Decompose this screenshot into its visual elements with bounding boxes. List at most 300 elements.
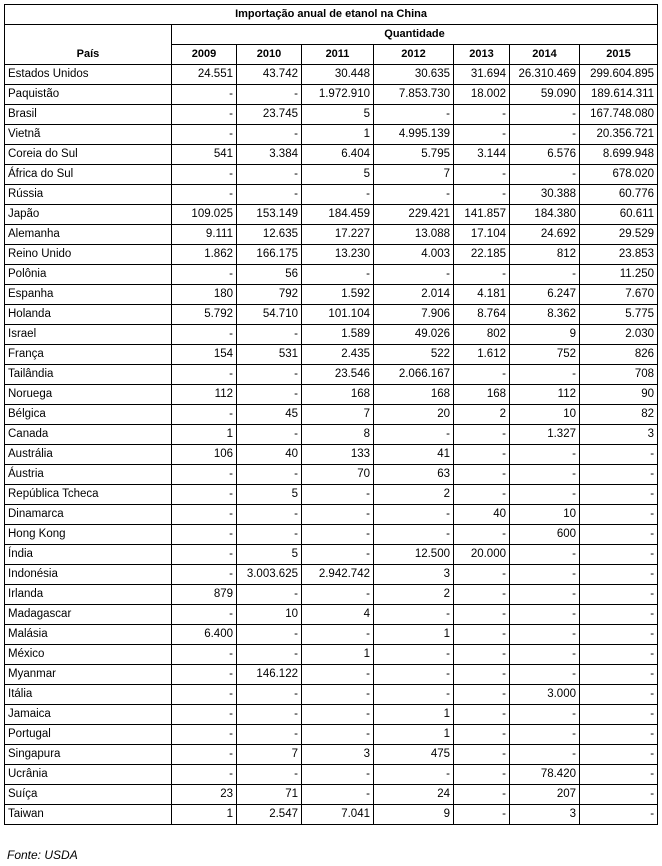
value-cell: 1 bbox=[302, 645, 374, 665]
table-row bbox=[5, 145, 658, 165]
value-cell: - bbox=[237, 185, 302, 205]
year-header: 2012 bbox=[374, 45, 454, 65]
value-cell: 8.764 bbox=[454, 305, 510, 325]
country-cell: Dinamarca bbox=[5, 505, 172, 525]
value-cell: - bbox=[510, 445, 580, 465]
value-cell: 2.547 bbox=[237, 805, 302, 825]
country-cell: Espanha bbox=[5, 285, 172, 305]
value-cell: - bbox=[580, 765, 658, 785]
value-cell: 40 bbox=[454, 505, 510, 525]
country-cell: Indonésia bbox=[5, 565, 172, 585]
value-cell: 9 bbox=[374, 805, 454, 825]
table-row bbox=[5, 445, 658, 465]
value-cell: 24 bbox=[374, 785, 454, 805]
country-column-header: País bbox=[5, 25, 172, 65]
table-row bbox=[5, 805, 658, 825]
value-cell: 13.088 bbox=[374, 225, 454, 245]
value-cell: 10 bbox=[510, 405, 580, 425]
value-cell: - bbox=[237, 685, 302, 705]
value-cell: - bbox=[580, 625, 658, 645]
table-row bbox=[5, 285, 658, 305]
value-cell: 70 bbox=[302, 465, 374, 485]
value-cell: - bbox=[510, 665, 580, 685]
table-row bbox=[5, 645, 658, 665]
value-cell: - bbox=[172, 565, 237, 585]
value-cell: 879 bbox=[172, 585, 237, 605]
value-cell: 9 bbox=[510, 325, 580, 345]
value-cell: - bbox=[454, 785, 510, 805]
value-cell: 6.247 bbox=[510, 285, 580, 305]
table-row bbox=[5, 585, 658, 605]
value-cell: 30.388 bbox=[510, 185, 580, 205]
value-cell: - bbox=[580, 465, 658, 485]
value-cell: - bbox=[454, 565, 510, 585]
value-cell: - bbox=[454, 665, 510, 685]
value-cell: 101.104 bbox=[302, 305, 374, 325]
table-row bbox=[5, 685, 658, 705]
value-cell: - bbox=[302, 525, 374, 545]
value-cell: 17.227 bbox=[302, 225, 374, 245]
value-cell: 5.775 bbox=[580, 305, 658, 325]
value-cell: - bbox=[374, 665, 454, 685]
value-cell: 30.635 bbox=[374, 65, 454, 85]
value-cell: - bbox=[237, 625, 302, 645]
value-cell: 60.776 bbox=[580, 185, 658, 205]
value-cell: - bbox=[580, 665, 658, 685]
country-cell: Alemanha bbox=[5, 225, 172, 245]
table-title: Importação anual de etanol na China bbox=[5, 5, 658, 25]
country-cell: Índia bbox=[5, 545, 172, 565]
value-cell: 59.090 bbox=[510, 85, 580, 105]
table-row bbox=[5, 365, 658, 385]
value-cell: - bbox=[237, 765, 302, 785]
value-cell: - bbox=[580, 785, 658, 805]
value-cell: - bbox=[172, 185, 237, 205]
country-cell: Ucrânia bbox=[5, 765, 172, 785]
value-cell: 49.026 bbox=[374, 325, 454, 345]
value-cell: 6.404 bbox=[302, 145, 374, 165]
value-cell: 23.546 bbox=[302, 365, 374, 385]
value-cell: 133 bbox=[302, 445, 374, 465]
value-cell: 184.459 bbox=[302, 205, 374, 225]
value-cell: 26.310.469 bbox=[510, 65, 580, 85]
table-body bbox=[5, 65, 658, 825]
value-cell: 20.000 bbox=[454, 545, 510, 565]
value-cell: 71 bbox=[237, 785, 302, 805]
value-cell: 54.710 bbox=[237, 305, 302, 325]
value-cell: - bbox=[510, 165, 580, 185]
country-cell: Vietnã bbox=[5, 125, 172, 145]
value-cell: 1.862 bbox=[172, 245, 237, 265]
value-cell: 2.435 bbox=[302, 345, 374, 365]
value-cell: 2.942.742 bbox=[302, 565, 374, 585]
country-cell: Rússia bbox=[5, 185, 172, 205]
country-cell: Polônia bbox=[5, 265, 172, 285]
value-cell: - bbox=[580, 805, 658, 825]
value-cell: 63 bbox=[374, 465, 454, 485]
value-cell: 29.529 bbox=[580, 225, 658, 245]
value-cell: 7.853.730 bbox=[374, 85, 454, 105]
table-row bbox=[5, 385, 658, 405]
value-cell: 56 bbox=[237, 265, 302, 285]
table-row bbox=[5, 525, 658, 545]
value-cell: 1.972.910 bbox=[302, 85, 374, 105]
value-cell: 2 bbox=[374, 585, 454, 605]
value-cell: - bbox=[237, 525, 302, 545]
value-cell: - bbox=[237, 465, 302, 485]
value-cell: 167.748.080 bbox=[580, 105, 658, 125]
value-cell: 1.327 bbox=[510, 425, 580, 445]
quantity-group-header: Quantidade bbox=[172, 25, 658, 45]
country-cell: Malásia bbox=[5, 625, 172, 645]
value-cell: - bbox=[510, 645, 580, 665]
value-cell: 17.104 bbox=[454, 225, 510, 245]
country-cell: Holanda bbox=[5, 305, 172, 325]
value-cell: 45 bbox=[237, 405, 302, 425]
country-cell: Hong Kong bbox=[5, 525, 172, 545]
table-row bbox=[5, 225, 658, 245]
value-cell: 10 bbox=[237, 605, 302, 625]
country-cell: Noruega bbox=[5, 385, 172, 405]
table-row bbox=[5, 305, 658, 325]
value-cell: 7.041 bbox=[302, 805, 374, 825]
value-cell: - bbox=[172, 645, 237, 665]
value-cell: - bbox=[172, 525, 237, 545]
value-cell: 43.742 bbox=[237, 65, 302, 85]
country-cell: Itália bbox=[5, 685, 172, 705]
value-cell: - bbox=[302, 545, 374, 565]
source-note: Fonte: USDA bbox=[7, 848, 78, 862]
value-cell: - bbox=[172, 165, 237, 185]
value-cell: 1 bbox=[374, 625, 454, 645]
value-cell: 112 bbox=[510, 385, 580, 405]
value-cell: - bbox=[580, 585, 658, 605]
table-row bbox=[5, 405, 658, 425]
value-cell: - bbox=[510, 465, 580, 485]
value-cell: 3 bbox=[374, 565, 454, 585]
value-cell: - bbox=[172, 325, 237, 345]
value-cell: - bbox=[172, 505, 237, 525]
value-cell: 168 bbox=[374, 385, 454, 405]
value-cell: - bbox=[454, 765, 510, 785]
country-cell: Áustria bbox=[5, 465, 172, 485]
value-cell: 180 bbox=[172, 285, 237, 305]
table-row bbox=[5, 765, 658, 785]
table-row bbox=[5, 785, 658, 805]
country-cell: África do Sul bbox=[5, 165, 172, 185]
value-cell: - bbox=[172, 105, 237, 125]
value-cell: 12.500 bbox=[374, 545, 454, 565]
value-cell: 23.745 bbox=[237, 105, 302, 125]
value-cell: 1.589 bbox=[302, 325, 374, 345]
value-cell: 154 bbox=[172, 345, 237, 365]
value-cell: 2 bbox=[454, 405, 510, 425]
value-cell: 7 bbox=[237, 745, 302, 765]
value-cell: 112 bbox=[172, 385, 237, 405]
value-cell: 3.000 bbox=[510, 685, 580, 705]
value-cell: - bbox=[454, 465, 510, 485]
year-header: 2015 bbox=[580, 45, 658, 65]
country-cell: Tailândia bbox=[5, 365, 172, 385]
value-cell: 3 bbox=[510, 805, 580, 825]
value-cell: 812 bbox=[510, 245, 580, 265]
value-cell: 1 bbox=[172, 425, 237, 445]
country-cell: Canada bbox=[5, 425, 172, 445]
value-cell: - bbox=[510, 485, 580, 505]
value-cell: 3.003.625 bbox=[237, 565, 302, 585]
value-cell: - bbox=[510, 105, 580, 125]
value-cell: 11.250 bbox=[580, 265, 658, 285]
value-cell: 7 bbox=[302, 405, 374, 425]
table-row bbox=[5, 65, 658, 85]
value-cell: 41 bbox=[374, 445, 454, 465]
country-cell: Irlanda bbox=[5, 585, 172, 605]
value-cell: - bbox=[374, 185, 454, 205]
value-cell: - bbox=[172, 685, 237, 705]
value-cell: 299.604.895 bbox=[580, 65, 658, 85]
country-cell: Coreia do Sul bbox=[5, 145, 172, 165]
value-cell: - bbox=[580, 525, 658, 545]
value-cell: 4.181 bbox=[454, 285, 510, 305]
value-cell: - bbox=[374, 525, 454, 545]
table-row bbox=[5, 725, 658, 745]
value-cell: - bbox=[237, 365, 302, 385]
value-cell: 1.592 bbox=[302, 285, 374, 305]
value-cell: - bbox=[302, 765, 374, 785]
value-cell: 31.694 bbox=[454, 65, 510, 85]
value-cell: - bbox=[454, 605, 510, 625]
value-cell: 8 bbox=[302, 425, 374, 445]
table-row bbox=[5, 545, 658, 565]
value-cell: - bbox=[374, 265, 454, 285]
value-cell: - bbox=[510, 605, 580, 625]
value-cell: 7.906 bbox=[374, 305, 454, 325]
value-cell: - bbox=[510, 725, 580, 745]
value-cell: 168 bbox=[302, 385, 374, 405]
table-row bbox=[5, 165, 658, 185]
value-cell: - bbox=[510, 745, 580, 765]
country-cell: Myanmar bbox=[5, 665, 172, 685]
value-cell: - bbox=[454, 365, 510, 385]
value-cell: - bbox=[302, 485, 374, 505]
value-cell: 12.635 bbox=[237, 225, 302, 245]
value-cell: 1 bbox=[374, 705, 454, 725]
value-cell: 78.420 bbox=[510, 765, 580, 785]
value-cell: - bbox=[237, 705, 302, 725]
value-cell: - bbox=[580, 445, 658, 465]
value-cell: - bbox=[374, 505, 454, 525]
table-row bbox=[5, 565, 658, 585]
value-cell: - bbox=[510, 625, 580, 645]
value-cell: - bbox=[302, 625, 374, 645]
value-cell: 20 bbox=[374, 405, 454, 425]
value-cell: - bbox=[374, 685, 454, 705]
value-cell: 207 bbox=[510, 785, 580, 805]
value-cell: - bbox=[580, 485, 658, 505]
value-cell: 23 bbox=[172, 785, 237, 805]
value-cell: - bbox=[237, 505, 302, 525]
value-cell: 5 bbox=[237, 545, 302, 565]
value-cell: - bbox=[580, 645, 658, 665]
country-cell: Paquistão bbox=[5, 85, 172, 105]
ethanol-import-table bbox=[4, 4, 658, 825]
value-cell: - bbox=[237, 725, 302, 745]
year-header: 2011 bbox=[302, 45, 374, 65]
value-cell: 109.025 bbox=[172, 205, 237, 225]
value-cell: 678.020 bbox=[580, 165, 658, 185]
table-row bbox=[5, 125, 658, 145]
value-cell: - bbox=[302, 505, 374, 525]
value-cell: 18.002 bbox=[454, 85, 510, 105]
value-cell: 2 bbox=[374, 485, 454, 505]
value-cell: 8.362 bbox=[510, 305, 580, 325]
table-row bbox=[5, 265, 658, 285]
value-cell: 9.111 bbox=[172, 225, 237, 245]
year-header: 2010 bbox=[237, 45, 302, 65]
value-cell: - bbox=[454, 185, 510, 205]
value-cell: - bbox=[580, 565, 658, 585]
value-cell: - bbox=[580, 725, 658, 745]
value-cell: 6.576 bbox=[510, 145, 580, 165]
value-cell: 2.030 bbox=[580, 325, 658, 345]
value-cell: 522 bbox=[374, 345, 454, 365]
value-cell: - bbox=[454, 485, 510, 505]
country-cell: Bélgica bbox=[5, 405, 172, 425]
value-cell: - bbox=[172, 765, 237, 785]
value-cell: - bbox=[454, 685, 510, 705]
table-row bbox=[5, 105, 658, 125]
value-cell: 752 bbox=[510, 345, 580, 365]
country-cell: Austrália bbox=[5, 445, 172, 465]
value-cell: 7 bbox=[374, 165, 454, 185]
value-cell: - bbox=[172, 665, 237, 685]
value-cell: 184.380 bbox=[510, 205, 580, 225]
table-row bbox=[5, 465, 658, 485]
value-cell: - bbox=[172, 545, 237, 565]
value-cell: - bbox=[237, 385, 302, 405]
value-cell: - bbox=[237, 325, 302, 345]
value-cell: 24.692 bbox=[510, 225, 580, 245]
value-cell: 146.122 bbox=[237, 665, 302, 685]
value-cell: 153.149 bbox=[237, 205, 302, 225]
value-cell: - bbox=[302, 265, 374, 285]
country-cell: Reino Unido bbox=[5, 245, 172, 265]
value-cell: 141.857 bbox=[454, 205, 510, 225]
value-cell: 5.792 bbox=[172, 305, 237, 325]
value-cell: - bbox=[172, 745, 237, 765]
value-cell: - bbox=[302, 585, 374, 605]
value-cell: - bbox=[237, 585, 302, 605]
value-cell: - bbox=[172, 605, 237, 625]
value-cell: - bbox=[172, 725, 237, 745]
value-cell: 5 bbox=[302, 165, 374, 185]
value-cell: 5.795 bbox=[374, 145, 454, 165]
value-cell: - bbox=[374, 105, 454, 125]
value-cell: - bbox=[172, 365, 237, 385]
table-row bbox=[5, 185, 658, 205]
value-cell: - bbox=[510, 705, 580, 725]
value-cell: 8.699.948 bbox=[580, 145, 658, 165]
country-cell: México bbox=[5, 645, 172, 665]
value-cell: 229.421 bbox=[374, 205, 454, 225]
value-cell: - bbox=[580, 685, 658, 705]
value-cell: 6.400 bbox=[172, 625, 237, 645]
value-cell: - bbox=[237, 425, 302, 445]
country-cell: Madagascar bbox=[5, 605, 172, 625]
value-cell: - bbox=[454, 125, 510, 145]
value-cell: - bbox=[454, 525, 510, 545]
year-header: 2009 bbox=[172, 45, 237, 65]
value-cell: 30.448 bbox=[302, 65, 374, 85]
value-cell: - bbox=[454, 445, 510, 465]
value-cell: 3 bbox=[580, 425, 658, 445]
value-cell: 106 bbox=[172, 445, 237, 465]
value-cell: - bbox=[374, 645, 454, 665]
year-header: 2013 bbox=[454, 45, 510, 65]
value-cell: 1 bbox=[302, 125, 374, 145]
value-cell: 3.144 bbox=[454, 145, 510, 165]
value-cell: - bbox=[172, 125, 237, 145]
value-cell: - bbox=[374, 765, 454, 785]
value-cell: 4.995.139 bbox=[374, 125, 454, 145]
value-cell: - bbox=[374, 605, 454, 625]
country-cell: França bbox=[5, 345, 172, 365]
value-cell: - bbox=[510, 125, 580, 145]
value-cell: 531 bbox=[237, 345, 302, 365]
country-cell: República Tcheca bbox=[5, 485, 172, 505]
country-cell: Suíça bbox=[5, 785, 172, 805]
value-cell: 10 bbox=[510, 505, 580, 525]
value-cell: 792 bbox=[237, 285, 302, 305]
value-cell: - bbox=[454, 425, 510, 445]
value-cell: - bbox=[454, 705, 510, 725]
country-cell: Japão bbox=[5, 205, 172, 225]
value-cell: - bbox=[580, 505, 658, 525]
value-cell: - bbox=[580, 745, 658, 765]
value-cell: - bbox=[302, 785, 374, 805]
value-cell: - bbox=[172, 405, 237, 425]
country-cell: Jamaica bbox=[5, 705, 172, 725]
value-cell: 168 bbox=[454, 385, 510, 405]
table-row bbox=[5, 705, 658, 725]
value-cell: - bbox=[454, 625, 510, 645]
value-cell: - bbox=[302, 705, 374, 725]
value-cell: - bbox=[580, 545, 658, 565]
value-cell: - bbox=[172, 265, 237, 285]
value-cell: - bbox=[454, 805, 510, 825]
value-cell: - bbox=[374, 425, 454, 445]
value-cell: - bbox=[454, 725, 510, 745]
value-cell: 1.612 bbox=[454, 345, 510, 365]
value-cell: 4 bbox=[302, 605, 374, 625]
table-row bbox=[5, 625, 658, 645]
table-row bbox=[5, 85, 658, 105]
value-cell: 2.066.167 bbox=[374, 365, 454, 385]
value-cell: - bbox=[302, 185, 374, 205]
table-row bbox=[5, 245, 658, 265]
value-cell: - bbox=[237, 125, 302, 145]
value-cell: - bbox=[454, 645, 510, 665]
value-cell: 5 bbox=[237, 485, 302, 505]
value-cell: - bbox=[172, 465, 237, 485]
table-row bbox=[5, 345, 658, 365]
value-cell: 40 bbox=[237, 445, 302, 465]
value-cell: - bbox=[510, 565, 580, 585]
country-cell: Singapura bbox=[5, 745, 172, 765]
value-cell: 24.551 bbox=[172, 65, 237, 85]
value-cell: 802 bbox=[454, 325, 510, 345]
value-cell: 3.384 bbox=[237, 145, 302, 165]
